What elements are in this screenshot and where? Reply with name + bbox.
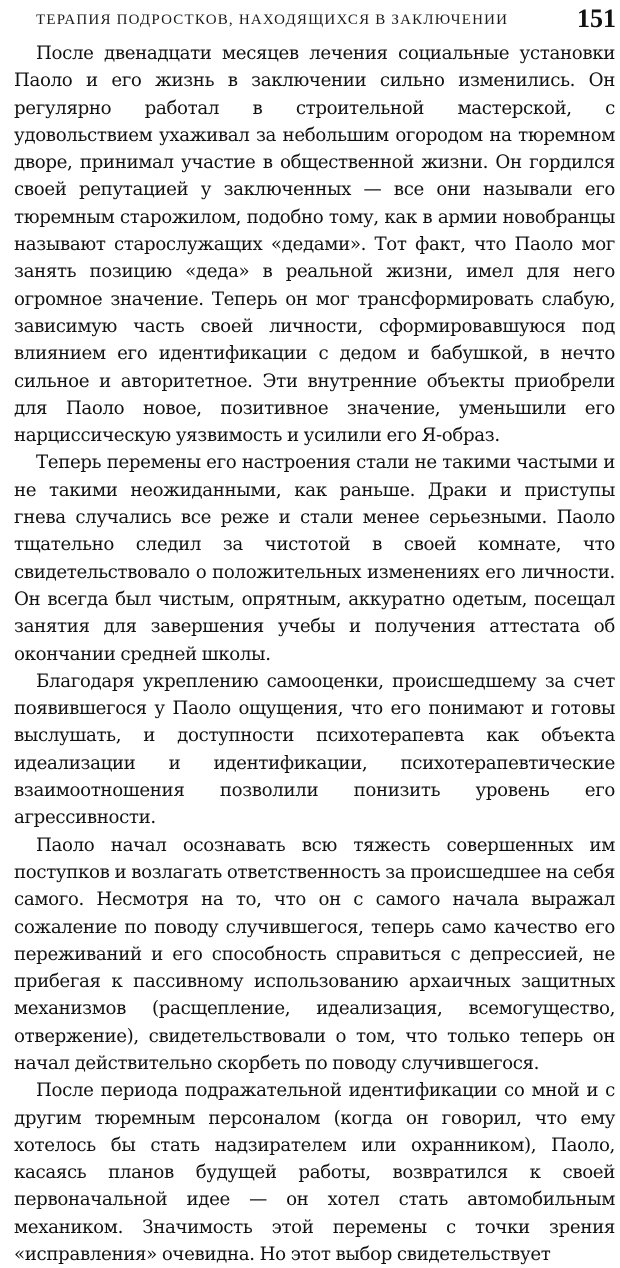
page-header <box>36 6 618 36</box>
paragraph-3: Благодаря укреплению самооценки, происшедшему за счет появившегося у Паоло ощущения, что его понимают и готовы выслушать, и доступности психотерапевта как объекта идеализации и идентификации, психотерапевтические взаимоотношения позволили понизить уровень его агрессивности. <box>14 670 615 829</box>
paragraph-2: Теперь перемены его настроения стали не такими частыми и не такими неожиданными, как раньше. Драки и приступы гнева случались все реже и стали менее серьезными. Паоло тщательно следил за чистотой в своей комнате, что свидетельствовало о положительных изменениях его личности. Он всегда был чистым, опрятным, аккуратно одетым, посещал занятия для завершения учебы и получения аттестата об окончании средней школы. <box>14 452 615 665</box>
page-number: 151 <box>577 4 616 33</box>
paragraph-4: Паоло начал осознавать всю тяжесть совершенных им поступков и возлагать ответственность за происшедшее на себя самого. Несмотря на то, что он с самого начала выражал сожаление по поводу случившегося, теперь само качество его переживаний и его способность справиться с депрессией, не прибегая к пассивному использованию архаичных защитных механизмов (расщепление, идеализация, всемогущество, отвержение), свидетельствовали о том, что только теперь он начал действительно скорбеть по поводу случившегося. <box>14 834 615 1074</box>
body-text <box>14 40 615 1268</box>
paragraph-5: После периода подражательной идентификации со мной и с другим тюремным персоналом (когда он говорил, что ему хотелось бы стать надзирателем или охранником), Паоло, касаясь планов будущей работы, возвратился к своей первоначальной идее — он хотел стать автомобильным механиком. Значимость этой перемены с точки зрения «исправления» очевидна. Но этот выбор свидетельствует <box>14 1080 615 1266</box>
running-head: ТЕРАПИЯ ПОДРОСТКОВ, НАХОДЯЩИХСЯ В ЗАКЛЮЧЕНИИ <box>36 12 509 28</box>
paragraph-1: После двенадцати месяцев лечения социальные установки Паоло и его жизнь в заключении сильно изменились. Он регулярно работал в строительной мастерской, с удовольствием ухаживал за небольшим огородом на тюремном дворе, принимал участие в общественной жизни. Он гордился своей репутацией у заключенных — все они называли его тюремным старожилом, подобно тому, как в армии новобранцы называют старослужащих «дедами». Тот факт, что Паоло мог занять позицию «деда» в реальной жизни, имел для него огромное значение. Теперь он мог трансформировать слабую, зависимую часть своей личности, сформировавшуюся под влиянием его идентификации с дедом и бабушкой, в нечто сильное и авторитетное. Эти внутренние объекты приобрели для Паоло новое, позитивное значение, уменьшили его нарциссическую уязвимость и усилили его Я-образ. <box>14 43 615 447</box>
